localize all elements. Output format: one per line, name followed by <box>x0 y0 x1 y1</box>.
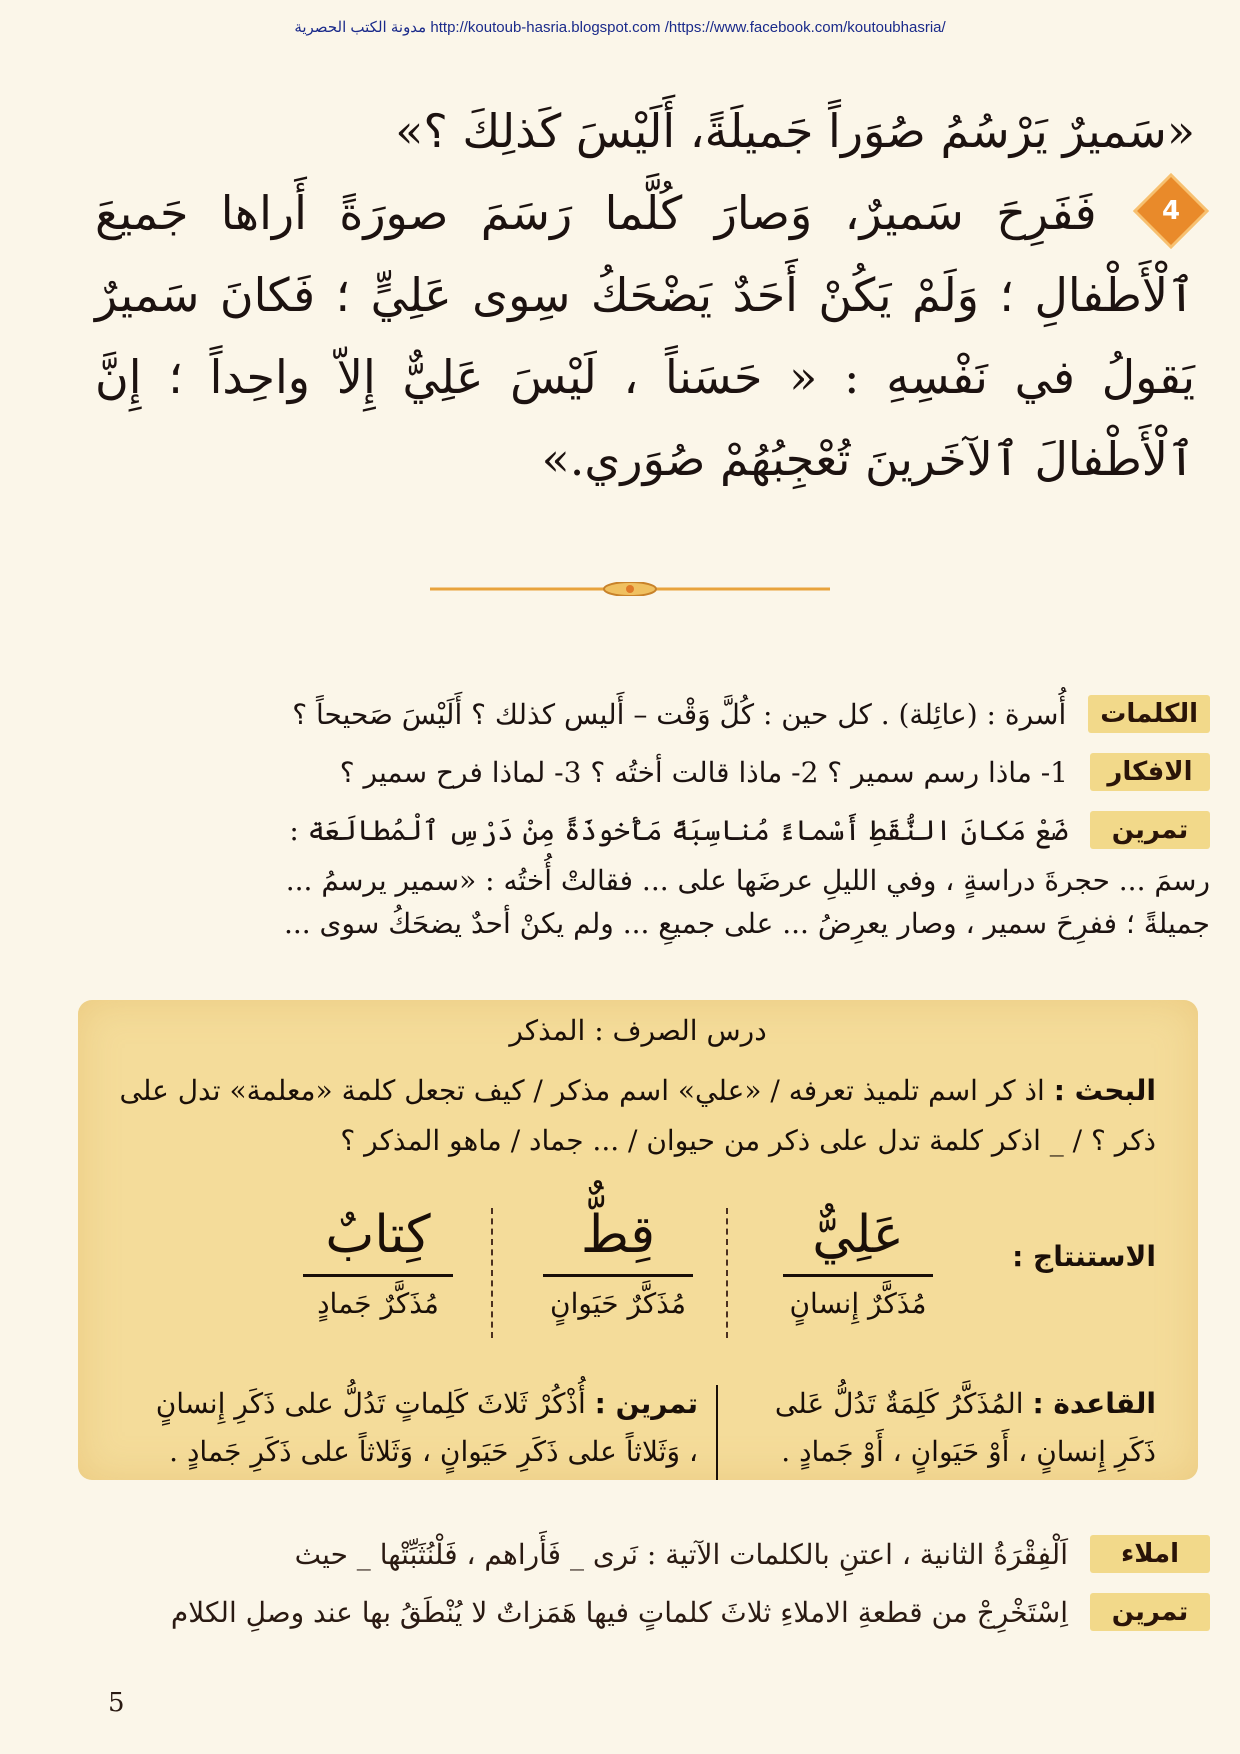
example-animal <box>518 1200 718 1320</box>
exercise-continuation-2: جميلةً ؛ ففرِحَ سمير ، وصار يعرِضُ ... على جميعِ ... ولم يكنْ أحدٌ يضحَكُ سوى ... <box>283 907 1210 940</box>
vocabulary-row <box>110 690 1210 738</box>
exercise-row <box>110 806 1210 854</box>
dictation-exercise-row <box>110 1588 1210 1636</box>
rule-label: القاعدة : <box>1032 1387 1156 1420</box>
panel-exercise-block <box>138 1380 698 1476</box>
panel-exercise-label: تمرين : <box>594 1387 698 1420</box>
ideas-text: 1- ماذا رسم سمير ؟ 2- ماذا قالت أختُه ؟ 3- لماذا فرح سمير ؟ <box>339 755 1068 789</box>
column-separator <box>726 1208 728 1338</box>
example-word: عَلِيٌّ <box>812 1205 904 1265</box>
vocabulary-text: أُسرة : (عائِلة) . كل حين : كُلَّ وَقْت – أَليس كذلك ؟ أَلَيْسَ صَحيحاً ؟ <box>292 697 1067 731</box>
rule-text: المُذَكَّرُ كَلِمَةٌ تَدُلُّ عَلى ذَكَرِ إِنسانٍ ، أَوْ حَيَوانٍ ، أَوْ جَمادٍ . <box>774 1387 1156 1468</box>
story-paragraph <box>95 172 1195 500</box>
conclusion-label: الاستنتاج : <box>1012 1240 1156 1273</box>
exercise-text: ضَعْ مَكانَ النُّقَطِ أَسْماءً مُناسِبَةً مَأْخوذَةً مِنْ دَرْسِ ٱلْمُطالَعَة : <box>289 813 1068 847</box>
example-human <box>758 1200 958 1320</box>
rule-block <box>726 1380 1156 1476</box>
research-text: اذ كر اسم تلميذ تعرفه / «علي» اسم مذكر / كيف تجعل كلمة «معلمة» تدل على ذكر ؟ / _ اذكر كلمة تدل على ذكر من حيوان / ... جماد / ماهو المذكر ؟ <box>119 1074 1156 1157</box>
story-paragraph-text: فَفَرِحَ سَميرٌ، وَصارَ كُلَّما رَسَمَ صورَةً أَراها جَميعَ ٱلْأَطْفالِ ؛ وَلَمْ يَكُنْ أَحَدٌ يَضْحَكُ سِوى عَلِيٍّ ؛ فَكانَ سَميرٌ يَقولُ في نَفْسِهِ : « حَسَناً ، لَيْسَ عَلِيٌّ إِلاّ واحِداً ؛ إِنَّ ٱلْأَطْفالَ ٱلآخَرينَ تُعْجِبُهُمْ صُوَري.» <box>95 186 1196 486</box>
source-header: مدونة الكتب الحصرية http://koutoub-hasria.blogspot.com /https://www.facebook.com/koutoubhasria/ <box>294 19 946 36</box>
grammar-panel <box>78 1000 1198 1480</box>
example-type: مُذَكَّرٌ جَمادٍ <box>317 1287 439 1320</box>
ornament-divider <box>430 582 830 596</box>
example-word: كِتابٌ <box>325 1205 431 1265</box>
paragraph-number-badge: 4 <box>1137 177 1205 245</box>
example-object <box>278 1200 478 1320</box>
underline <box>783 1274 933 1277</box>
exercise-continuation-1: رسمَ ... حجرةَ دراسةٍ ، وفي الليلِ عرضَها على ... فقالتْ أُختُه : «سمير يرسمُ ... <box>285 864 1210 897</box>
dictation-row <box>110 1530 1210 1578</box>
exercise-label: تمرين <box>1090 811 1210 849</box>
example-word: قِطٌّ <box>580 1205 656 1265</box>
dictation-text: اَلْفِقْرَةُ الثانية ، اعتنِ بالكلمات الآتية : نَرى _ فَأَراهم ، فَلْنُثَبِّتْها _ حيث <box>294 1537 1068 1571</box>
reading-passage <box>95 90 1195 500</box>
ideas-label: الافكار <box>1090 753 1210 791</box>
underline <box>543 1274 693 1277</box>
dictation-section <box>110 1530 1210 1646</box>
rule-separator <box>716 1385 718 1480</box>
column-separator <box>491 1208 493 1338</box>
underline <box>303 1274 453 1277</box>
example-type: مُذَكَّرٌ حَيَوانٍ <box>550 1287 686 1320</box>
example-type: مُذَكَّرٌ إِنسانٍ <box>789 1287 927 1320</box>
grammar-title: درس الصرف : المذكر <box>509 1014 767 1047</box>
panel-exercise-text: أُذْكُرْ ثَلاثَ كَلِماتٍ تَدُلُّ على ذَكَرِ إِنسانٍ ، وَثَلاثاً على ذَكَرِ حَيَوانٍ ، وَثَلاثاً على ذَكَرِ جَمادٍ . <box>155 1387 698 1468</box>
story-line-top: «سَميرٌ يَرْسُمُ صُوَراً جَميلَةً، أَلَيْسَ كَذلِكَ ؟» <box>395 104 1195 158</box>
vocabulary-label: الكلمات <box>1088 695 1210 733</box>
ideas-row <box>110 748 1210 796</box>
dictation-exercise-label: تمرين <box>1090 1593 1210 1631</box>
page-number: 5 <box>108 1688 125 1718</box>
dictation-label: املاء <box>1090 1535 1210 1573</box>
research-label: البحث : <box>1053 1074 1156 1107</box>
research-block <box>116 1066 1156 1166</box>
dictation-exercise-text: اِسْتَخْرِجْ من قطعةِ الاملاءِ ثلاثَ كلماتٍ فيها هَمَزاتٌ لا يُنْطَقُ بها عند وصلِ الكلام <box>170 1595 1068 1629</box>
exercises-section <box>110 690 1210 950</box>
